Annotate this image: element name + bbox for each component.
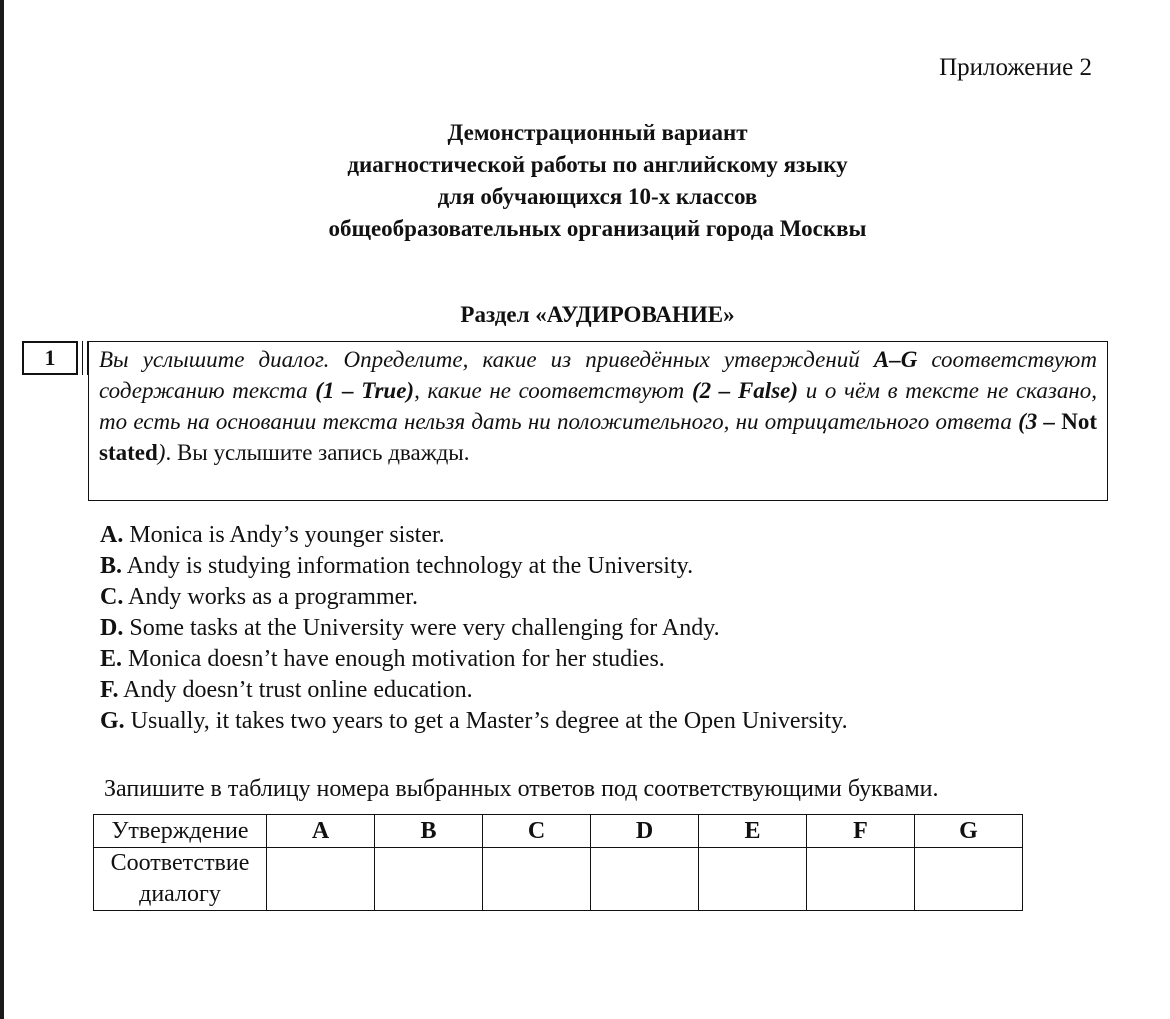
column-header-b: B [375,815,483,848]
answer-table-answer-row [94,848,1023,911]
appendix-label: Приложение 2 [939,54,1092,81]
column-header-c: C [483,815,591,848]
answer-cell-g[interactable] [915,848,1023,911]
task-instruction-box [88,341,1108,501]
column-header-f: F [807,815,915,848]
statement-item [100,582,1100,613]
column-header-e: E [699,815,807,848]
task-number-box [22,341,78,375]
statement-range: A–G [873,347,918,372]
false-option: (2 – False) [691,378,799,403]
answer-cell-d[interactable] [591,848,699,911]
instruction-text: соответствуют содержанию текста [99,347,1097,403]
column-header-g: G [915,815,1023,848]
row-label-line: диалогу [139,881,221,907]
section-title: Раздел «АУДИРОВАНИЕ» [460,302,735,327]
statement-letter: A. [100,522,124,548]
true-option: (1 – True) [315,378,415,403]
answer-cell-e[interactable] [699,848,807,911]
title-line: для обучающихся 10-х классов [437,184,758,209]
statement-letter: C. [100,584,124,610]
statement-item [100,644,1100,675]
row-label-line: Соответствие [110,850,250,876]
row-label-cell [94,848,267,911]
statement-letter: G. [100,708,125,734]
column-header-a: A [267,815,375,848]
statement-text: Monica doesn’t have enough motivation for her studies. [128,646,665,672]
header-label-cell: Утверждение [94,815,267,848]
answer-table [93,814,1023,911]
page-edge-shadow [0,0,4,1019]
statement-text: Andy is studying information technology at the University. [126,553,694,579]
statement-text: Andy doesn’t trust online education. [123,677,473,703]
statement-letter: D. [100,615,124,641]
task-number: 1 [44,345,56,370]
answer-cell-c[interactable] [483,848,591,911]
document-title [200,117,995,245]
statement-item [100,551,1100,582]
statement-item [100,706,1100,737]
statement-letter: B. [100,553,123,579]
answer-cell-b[interactable] [375,848,483,911]
statement-item [100,520,1100,551]
title-line: диагностической работы по английскому языку [347,152,848,177]
instruction-text: Вы услышите диалог. Определите, какие из приведённых утверждений [99,347,874,372]
instruction-text: и о чём в тексте не сказано, то есть на основании текста нельзя дать ни положительного, ни отрицательного ответа [99,378,1098,434]
statement-item [100,613,1100,644]
not-stated-number: (3 – [1018,409,1062,434]
title-line: Демонстрационный вариант [447,120,748,145]
answer-cell-f[interactable] [807,848,915,911]
statement-text: Monica is Andy’s younger sister. [129,522,445,548]
not-stated-label: Not stated [99,409,1097,465]
statement-text: Some tasks at the University were very challenging for Andy. [129,615,720,641]
answer-cell-a[interactable] [267,848,375,911]
statement-letter: E. [100,646,123,672]
answer-table-header-row [94,815,1023,848]
statements-list [100,520,1100,737]
statement-item [100,675,1100,706]
table-instruction: Запишите в таблицу номера выбранных ответов под соответствующими буквами. [104,776,939,802]
statement-letter: F. [100,677,119,703]
statement-text: Andy works as a programmer. [128,584,418,610]
statement-text: Usually, it takes two years to get a Master’s degree at the Open University. [130,708,848,734]
instruction-text: , какие не соответствуют [414,378,692,403]
title-line: общеобразовательных организаций города Москвы [328,216,867,241]
column-header-d: D [591,815,699,848]
close-paren: ) [157,440,166,465]
instruction-text: . Вы услышите запись дважды. [165,440,470,465]
